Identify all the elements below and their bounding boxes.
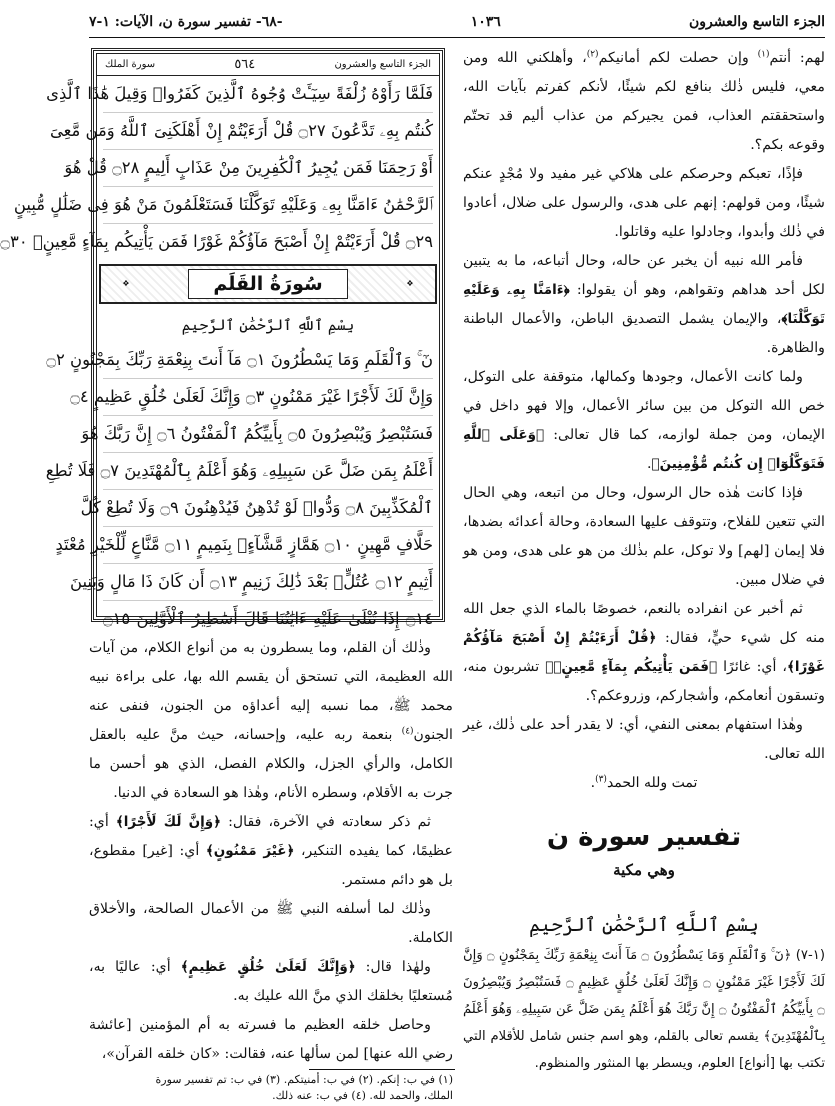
footnote-ref: (٢) [586,49,599,60]
paragraph: ثم أخبر عن انفراده بالنعم، خصوصًا بالماء الذي جعل الله منه كل شيء حيٍّ، فقال: ﴿قُلْ أَرَءَيْتُمْ إِنْ أَصْبَحَ مَآؤُكُمْ غَوْرًا﴾، أي: غائرًا ﴿فَمَن يَأْتِيكُم بِمَآءٍ مَّعِينٍۭ﴾ تشربون منه، وتسقون أنعامكم، وأشجاركم، وزروعكم؟. [463,601,825,704]
closing-line: تمت ولله الحمد$^{(٣)}$. [590,774,698,791]
mushaf-lines-top [0,76,439,260]
mushaf-surah-label: سورة الملك [105,59,156,70]
quran-quote: ﴿وَعَلَى ٱللَّهِ فَتَوَكَّلُوٓا۟ إِن كُنتُم مُّؤْمِنِينَ﴾ [463,427,825,472]
header-part: الجزء التاسع والعشرون [688,14,825,30]
page-header [89,8,825,36]
footnote-line: (١) في ب: إنكم. (٢) في ب: أمنيتكم. (٣) في ب: تم تفسير سورة [155,1073,453,1086]
mushaf-header [97,54,439,76]
paragraph: ولهٰذا قال: ﴿وَإِنَّكَ لَعَلَىٰ خُلُقٍ عَظِيمٍ﴾ أي: عاليًا به، مُستعليًا بخلقك الذي منَّ الله عليك به. [89,959,453,1004]
mushaf-line: ٱلرَّحْمَٰنُ ءَامَنَّا بِهِۦ وَعَلَيْهِ تَوَكَّلْنَا فَسَتَعْلَمُونَ مَنْ هُوَ فِى ضَلَٰلٍ مُّبِينٍ [103,187,433,224]
quran-quote: ﴿غَيْرَ مَمْنُونٍ﴾ [205,843,295,859]
mushaf-line: أَعْلَمُ بِمَن ضَلَّ عَن سَبِيلِهِۦ وَهُوَ أَعْلَمُ بِٱلْمُهْتَدِينَ ۝٧ فَلَا تُطِعِ [103,453,433,490]
header-page-number: ١٠٣٦ [470,14,501,30]
footnote-divider [309,1069,455,1070]
footnotes [89,1072,453,1104]
mushaf-line: حَلَّافٍ مَّهِينٍ ۝١٠ هَمَّازٍ مَّشَّآءٍۭ بِنَمِيمٍ ۝١١ مَّنَّاعٍ لِّلْخَيْرِ مُعْتَدٍ [103,527,433,564]
quran-quote: ﴿وَإِنَّ لَكَ لَأَجْرًا﴾ [115,814,222,830]
footnote-ref: (٤) [401,726,414,737]
mushaf-page-number: ٥٦٤ [234,57,256,72]
mushaf-line: أَثِيمٍ ۝١٢ عُتُلٍّۭ بَعْدَ ذَٰلِكَ زَنِيمٍ ۝١٣ أَن كَانَ ذَا مَالٍ وَبَنِينَ [103,564,433,601]
surah-banner [99,264,437,304]
paragraph: فإذًا، تعبكم وحرصكم على هلاكي غير مفيد ولا مُجْدٍ عنكم شيئًا، ومن قولهم: إنهم على هدى، والرسول على ضلال، أعادوا في ذٰلك وأبدوا، وجادلوا عليه وقاتلوا. [463,166,825,240]
quran-quote: ﴿وَإِنَّكَ لَعَلَىٰ خُلُقٍ عَظِيمٍ﴾ [180,959,356,975]
surah-subtitle: وهي مكية [613,861,675,879]
paragraph: وذٰلك أن القلم، وما يسطرون به من أنواع الكلام، من آيات الله العظيمة، التي تستحق أن يقسم الله بها، على براءة نبيه محمد ﷺ، مما نسبه إليه أعداؤه من الجنون، فنفى عنه الجنون$^{(٤)}$ بنعمة ربه عليه، وإحسانه، حيث منَّ عليه بالعقل الكامل، والرأي الجزل، والكلام الفصل، الذي هو أحسن ما جرت به الأقلام، وسطره الأنام، وهٰذا هو السعادة في الدنيا. [89,640,453,801]
quran-quote: ﴿فَمَن يَأْتِيكُم بِمَآءٍ مَّعِينٍۭ﴾ [545,659,718,675]
mushaf-basmala: بِسْمِ ٱللَّهِ ٱلرَّحْمَٰنِ ٱلرَّحِيمِ [181,316,355,334]
paragraph: وهٰذا استفهام بمعنى النفي، أي: لا يقدر أحد على ذٰلك، غير الله تعالى. [463,717,825,762]
mushaf-line: ۝٢٩ قُلْ أَرَءَيْتُمْ إِنْ أَصْبَحَ مَآؤُكُمْ غَوْرًا فَمَن يَأْتِيكُم بِمَآءٍ مَّعِينٍۭ ۝٣٠ [0,232,433,251]
left-column [89,634,453,1069]
mushaf-line: ۝١٤ إِذَا تُتْلَىٰ عَلَيْهِ ءَايَٰتُنَا قَالَ أَسَٰطِيرُ ٱلْأَوَّلِينَ ۝١٥ [103,609,433,628]
mushaf-line: أَوْ رَحِمَنَا فَمَن يُجِيرُ ٱلْكَٰفِرِينَ مِنْ عَذَابٍ أَلِيمٍ ۝٢٨ قُلْ هُوَ [103,150,433,187]
header-section: -٦٨- تفسير سورة ن، الآيات: ١-٧ [89,14,283,30]
verses-ref: (١-٧) [795,948,825,963]
mushaf-part-label: الجزء التاسع والعشرون [334,59,431,70]
quran-quote: ﴿ءَامَنَّا بِهِۦ وَعَلَيْهِ تَوَكَّلْنَا﴾ [463,282,825,327]
mushaf-line: كُنتُم بِهِۦ تَدَّعُونَ ۝٢٧ قُلْ أَرَءَيْتُمْ إِنْ أَهْلَكَنِىَ ٱللَّهُ وَمَن مَّعِىَ [103,113,433,150]
footnote-ref: (١) [757,49,770,60]
paragraph: لهم: أنتم$^{(١)}$ وإن حصلت لكم أمانيكم$^{(٢)}$، وأهلكني الله ومن معي، فليس ذٰلك بنافع لكم شيئًا، لأنكم كفرتم بآيات الله، واستحققتم العذاب، فمن يجيركم من عذاب أليم قد تحتّم وقوعه بكم؟. [463,49,825,153]
banner-ornament-icon: ❖ [406,279,414,288]
basmala: بِسْمِ ٱللَّهِ ٱلرَّحْمَٰنِ ٱلرَّحِيمِ [529,914,759,936]
verses-block: (١-٧) ﴿نٓ ۚ وَٱلْقَلَمِ وَمَا يَسْطُرُونَ ۝ مَآ أَنتَ بِنِعْمَةِ رَبِّكَ بِمَجْنُونٍ ۝ وَإِنَّ لَكَ لَأَجْرًا غَيْرَ مَمْنُونٍ ۝ وَإِنَّكَ لَعَلَىٰ خُلُقٍ عَظِيمٍ ۝ فَسَتُبْصِرُ وَيُبْصِرُونَ ۝ بِأَييِّكُمُ ٱلْمَفْتُونُ ۝ إِنَّ رَبَّكَ هُوَ أَعْلَمُ بِمَن ضَلَّ عَن سَبِيلِهِۦ وَهُوَ أَعْلَمُ بِٱلْمُهْتَدِينَ﴾ يقسم تعالى بالقلم، وهو اسم جنس شامل للأقلام التي تكتب بها [أنواع] العلوم، ويسطر بها المنثور والمنظوم. [463,948,825,1071]
mushaf-page-box [0,48,445,628]
header-divider [89,37,825,38]
mushaf-lines-bottom [45,342,439,637]
mushaf-line: فَلَمَّا رَأَوْهُ زُلْفَةً سِيٓـَٔتْ وُجُوهُ ٱلَّذِينَ كَفَرُوا۟ وَقِيلَ هَٰذَا ٱلَّذِى [103,76,433,113]
quran-quote: ﴿قُلْ أَرَءَيْتُمْ إِنْ أَصْبَحَ مَآؤُكُمْ غَوْرًا﴾ [463,630,825,675]
paragraph: ثم ذكر سعادته في الآخرة، فقال: ﴿وَإِنَّ لَكَ لَأَجْرًا﴾ أي: عظيمًا، كما يفيده التنكير، ﴿غَيْرَ مَمْنُونٍ﴾ أي: [غير] مقطوع، بل هو دائم مستمر. [89,814,453,888]
paragraph: فإذا كانت هٰذه حال الرسول، وحال من اتبعه، وهي الحال التي تتعين للفلاح، وتتوقف عليها السعادة، وحالة أعدائه بضدها، فلا إيمان [لهم] ولا توكل، علم بذٰلك من هو على هدى، ومن هو في ضلال مبين. [463,485,825,588]
footnote-ref: (٣) [595,774,607,785]
mushaf-line: ٱلْمُكَذِّبِينَ ۝٨ وَدُّوا۟ لَوْ تُدْهِنُ فَيُدْهِنُونَ ۝٩ وَلَا تُطِعْ كُلَّ [103,490,433,527]
paragraph: فأمر الله نبيه أن يخبر عن حاله، وحال أتباعه، ما به يتبين لكل أحد هداهم وتقواهم، وهو أن يقولوا: ﴿ءَامَنَّا بِهِۦ وَعَلَيْهِ تَوَكَّلْنَا﴾، والإيمان يشمل التصديق الباطن، والأعمال الباطنة والظاهرة. [463,253,825,356]
mushaf-line: وَإِنَّ لَكَ لَأَجْرًا غَيْرَ مَمْنُونٍ ۝٣ وَإِنَّكَ لَعَلَىٰ خُلُقٍ عَظِيمٍ ۝٤ [103,379,433,416]
banner-ornament-icon: ❖ [122,279,130,288]
right-column [463,44,825,1077]
mushaf-line: نٓ ۚ وَٱلْقَلَمِ وَمَا يَسْطُرُونَ ۝١ مَآ أَنتَ بِنِعْمَةِ رَبِّكَ بِمَجْنُونٍ ۝٢ [103,342,433,379]
surah-title: تفسير سورة ن [546,822,742,852]
banner-title: سُورَةُ القَلَم [188,269,347,299]
verses-text: ﴿نٓ ۚ وَٱلْقَلَمِ وَمَا يَسْطُرُونَ ۝ مَآ أَنتَ بِنِعْمَةِ رَبِّكَ بِمَجْنُونٍ ۝ وَإِنَّ لَكَ لَأَجْرًا غَيْرَ مَمْنُونٍ ۝ وَإِنَّكَ لَعَلَىٰ خُلُقٍ عَظِيمٍ ۝ فَسَتُبْصِرُ وَيُبْصِرُونَ ۝ بِأَييِّكُمُ ٱلْمَفْتُونُ ۝ إِنَّ رَبَّكَ هُوَ أَعْلَمُ بِمَن ضَلَّ عَن سَبِيلِهِۦ وَهُوَ أَعْلَمُ بِٱلْمُهْتَدِينَ﴾ [463,948,825,1044]
paragraph: وحاصل خلقه العظيم ما فسرته به أم المؤمنين [عائشة رضي الله عنها] لمن سألها عنه، فقالت: «كان خلقه القرآن»، [89,1017,453,1062]
paragraph: ولما كانت الأعمال، وجودها وكمالها، متوقفة على التوكل، خص الله التوكل من بين سائر الأعمال، وإلا فهو داخل في الإيمان، ومن جملة لوازمه، كما قال تعالى: ﴿وَعَلَى ٱللَّهِ فَتَوَكَّلُوٓا۟ إِن كُنتُم مُّؤْمِنِينَ﴾. [463,369,825,472]
footnote-line: الملك، والحمد لله. (٤) في ب: عنه ذلك. [272,1089,453,1102]
mushaf-line: فَسَتُبْصِرُ وَيُبْصِرُونَ ۝٥ بِأَييِّكُمُ ٱلْمَفْتُونُ ۝٦ إِنَّ رَبَّكَ هُوَ [103,416,433,453]
paragraph: وذٰلك لما أسلفه النبي ﷺ من الأعمال الصالحة، والأخلاق الكاملة. [89,901,453,946]
